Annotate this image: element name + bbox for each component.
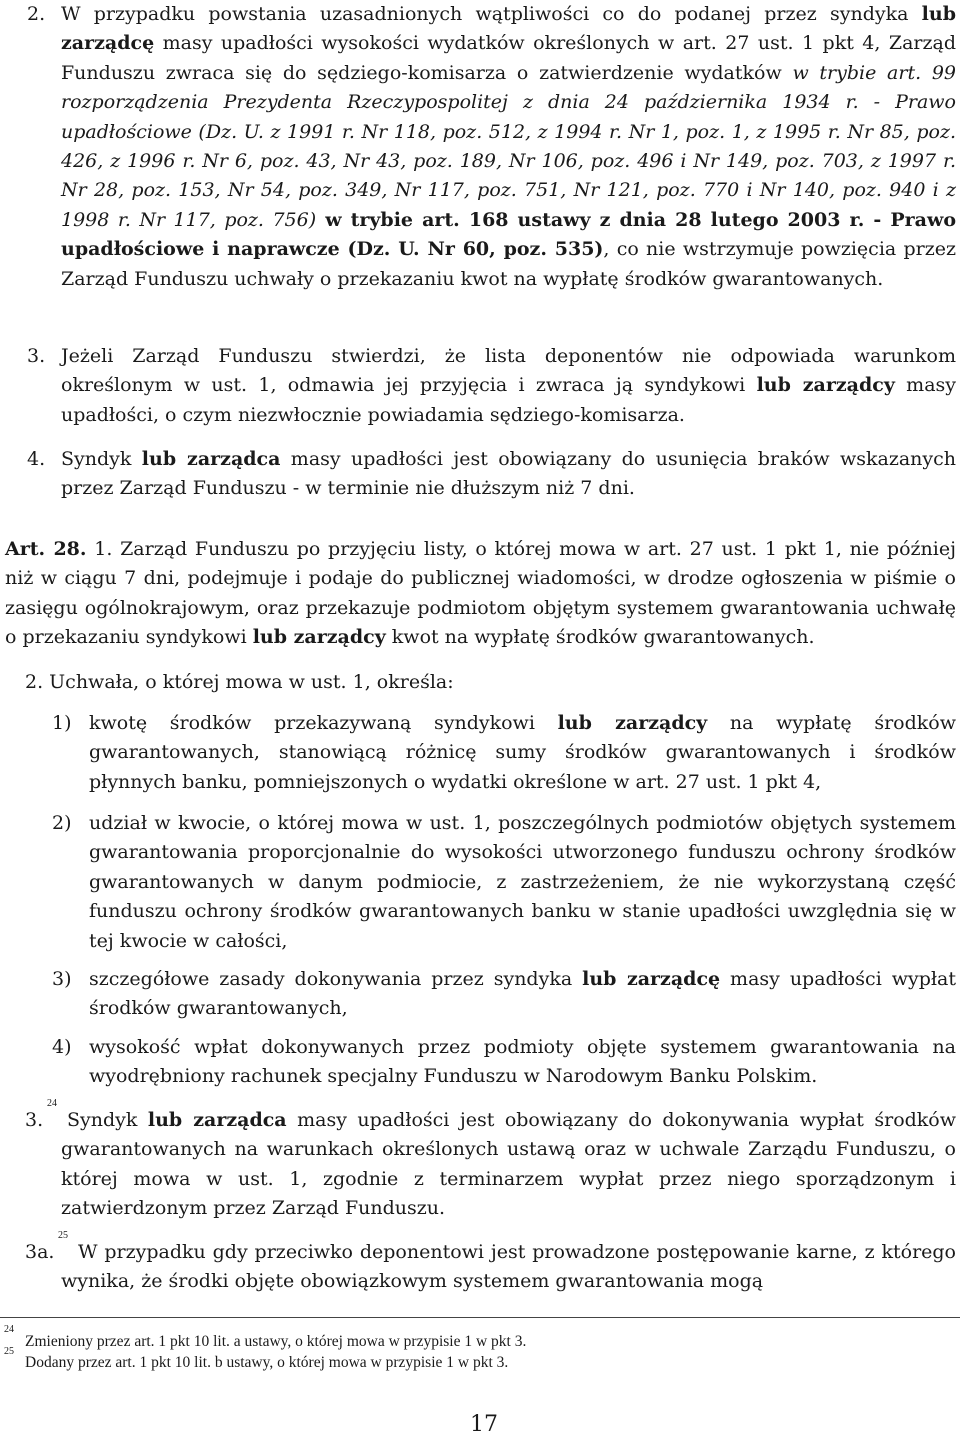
footnote-text: Zmieniony przez art. 1 pkt 10 lit. a ustawy, o której mowa w przypisie 1 w pkt 3. (25, 1333, 527, 1350)
bold-phrase: w trybie art. 168 ustawy z dnia 28 lutego 2003 r. - Prawo upadłościowe i naprawcze (Dz. U. Nr 60, poz. 535) (61, 208, 956, 261)
footnote-mark: 25 (4, 1346, 14, 1357)
footnote-separator (0, 1317, 960, 1318)
list-item: wysokość wpłat dokonywanych przez podmioty objęte systemem gwarantowania na wyodrębniony rachunek specjalny Funduszu w Narodowym Banku Polskim. (89, 1036, 956, 1088)
list-item-number: 4) (52, 1036, 72, 1058)
list-item-number: 2) (52, 812, 72, 834)
article-28: Art. 28. 1. Zarząd Funduszu po przyjęciu listy, o której mowa w art. 27 ust. 1 pkt 1, nie później niż w ciągu 7 dni, podejmuje i podaje do publicznej wiadomości, w drodze ogłoszenia w piśmie o zasięgu ogólnokrajowym, oraz przekazuje podmiotom objętym systemem gwarantowania uchwałę o przekazaniu syndykowi lub zarządcy kwot na wypłatę środków gwarantowanych. (5, 538, 956, 649)
list-item-number: 1) (52, 712, 72, 734)
paragraph-number: 2. (27, 3, 46, 25)
bold-phrase: lub zarządcę (61, 3, 956, 55)
paragraph-number: 3. (27, 345, 46, 367)
page-number: 17 (470, 1412, 498, 1437)
paragraph-4: Syndyk lub zarządca masy upadłości jest obowiązany do usunięcia braków wskazanych przez Zarząd Funduszu - w terminie nie dłuższym niż 7 dni. (61, 448, 957, 500)
bold-phrase: lub zarządcy (756, 374, 895, 397)
footnote-text: Dodany przez art. 1 pkt 10 lit. b ustawy, o której mowa w przypisie 1 w pkt 3. (25, 1354, 509, 1371)
article-label: Art. 28. (5, 538, 87, 560)
bold-phrase: lub zarządcę (582, 968, 721, 990)
paragraph-number: 3a. (25, 1241, 55, 1263)
article-28-section-3a: W przypadku gdy przeciwko deponentowi jest prowadzone postępowanie karne, z którego wynika, że środki objęte obowiązkowym systemem gwarantowania mogą (61, 1241, 956, 1293)
paragraph-number: 4. (27, 448, 46, 470)
list-item: kwotę środków przekazywaną syndykowi lub zarządcy na wypłatę środków gwarantowanych, stanowiącą różnicę sumy środków gwarantowanych i środków płynnych banku, pomniejszonych o wydatki określone w art. 27 ust. 1 pkt 4, (89, 712, 956, 793)
list-item: szczegółowe zasady dokonywania przez syndyka lub zarządcę masy upadłości wypłat środków gwarantowanych, (89, 968, 956, 1020)
bold-phrase: lub zarządca (147, 1109, 287, 1131)
bold-phrase: lub zarządcy (252, 626, 386, 649)
bold-phrase: lub zarządcy (557, 712, 708, 734)
footnote-reference: 25 (58, 1230, 68, 1241)
article-28-section-3: Syndyk lub zarządca masy upadłości jest obowiązany do dokonywania wypłat środków gwarantowanych na warunkach określonych ustawą oraz w uchwale Zarządu Funduszu, o której mowa w ust. 1, zgodnie z terminarzem wypłat przez niego sporządzonym i zatwierdzonym przez Zarząd Funduszu. (61, 1109, 957, 1220)
footnote-reference: 24 (47, 1098, 57, 1109)
bold-phrase: lub zarządca (141, 448, 281, 470)
paragraph-number: 3. (25, 1109, 44, 1131)
paragraph-3: Jeżeli Zarząd Funduszu stwierdzi, że lista deponentów nie odpowiada warunkom określonym w ust. 1, odmawia jej przyjęcia i zwraca ją syndykowi lub zarządcy masy upadłości, o czym niezwłocznie powiadamia sędziego-komisarza. (61, 345, 957, 426)
struck-italic-text: w trybie art. 99 rozporządzenia Prezydenta Rzeczypospolitej z dnia 24 października 1934 r. - Prawo upadłościowe (Dz. U. z 1991 r. Nr 118, poz. 512, z 1994 r. Nr 1, poz. 1, z 1995 r. Nr 85, poz. 426, z 1996 r. Nr 6, poz. 43, Nr 43, poz. 189, Nr 106, poz. 496 i Nr 149, poz. 703, z 1997 r. Nr 28, poz. 153, Nr 54, poz. 349, Nr 117, poz. 751, Nr 121, poz. 770 i Nr 140, poz. 940 i z 1998 r. Nr 117, poz. 756) (61, 61, 956, 231)
list-item: udział w kwocie, o której mowa w ust. 1, poszczególnych podmiotów objętych systemem gwarantowania proporcjonalnie do wysokości utworzonego funduszu ochrony środków gwarantowanych w danym podmiocie, z zastrzeżeniem, że nie wykorzystaną część funduszu ochrony środków gwarantowanych banku w stanie upadłości uwzględnia się w tej kwocie w całości, (89, 812, 956, 952)
footnote-mark: 24 (4, 1324, 14, 1335)
article-28-section-2: 2. Uchwała, o której mowa w ust. 1, określa: (25, 671, 454, 693)
paragraph-2: W przypadku powstania uzasadnionych wątpliwości co do podanej przez syndyka lub zarządcę masy upadłości wysokości wydatków określonych w art. 27 ust. 1 pkt 4, Zarząd Funduszu zwraca się do sędziego-komisarza o zatwierdzenie wydatków w trybie art. 99 rozporządzenia Prezydenta Rzeczypospolitej z dnia 24 października 1934 r. - Prawo upadłościowe (Dz. U. z 1991 r. Nr 118, poz. 512, z 1994 r. Nr 1, poz. 1, z 1995 r. Nr 85, poz. 426, z 1996 r. Nr 6, poz. 43, Nr 43, poz. 189, Nr 106, poz. 496 i Nr 149, poz. 703, z 1997 r. Nr 28, poz. 153, Nr 54, poz. 349, Nr 117, poz. 751, Nr 121, poz. 770 i Nr 140, poz. 940 i z 1998 r. Nr 117, poz. 756) w trybie art. 168 ustawy z dnia 28 lutego 2003 r. - Prawo upadłościowe i naprawcze (Dz. U. Nr 60, poz. 535), co nie wstrzymuje powzięcia przez Zarząd Funduszu uchwały o przekazaniu kwot na wypłatę środków gwarantowanych. (61, 3, 956, 290)
list-item-number: 3) (52, 968, 72, 990)
